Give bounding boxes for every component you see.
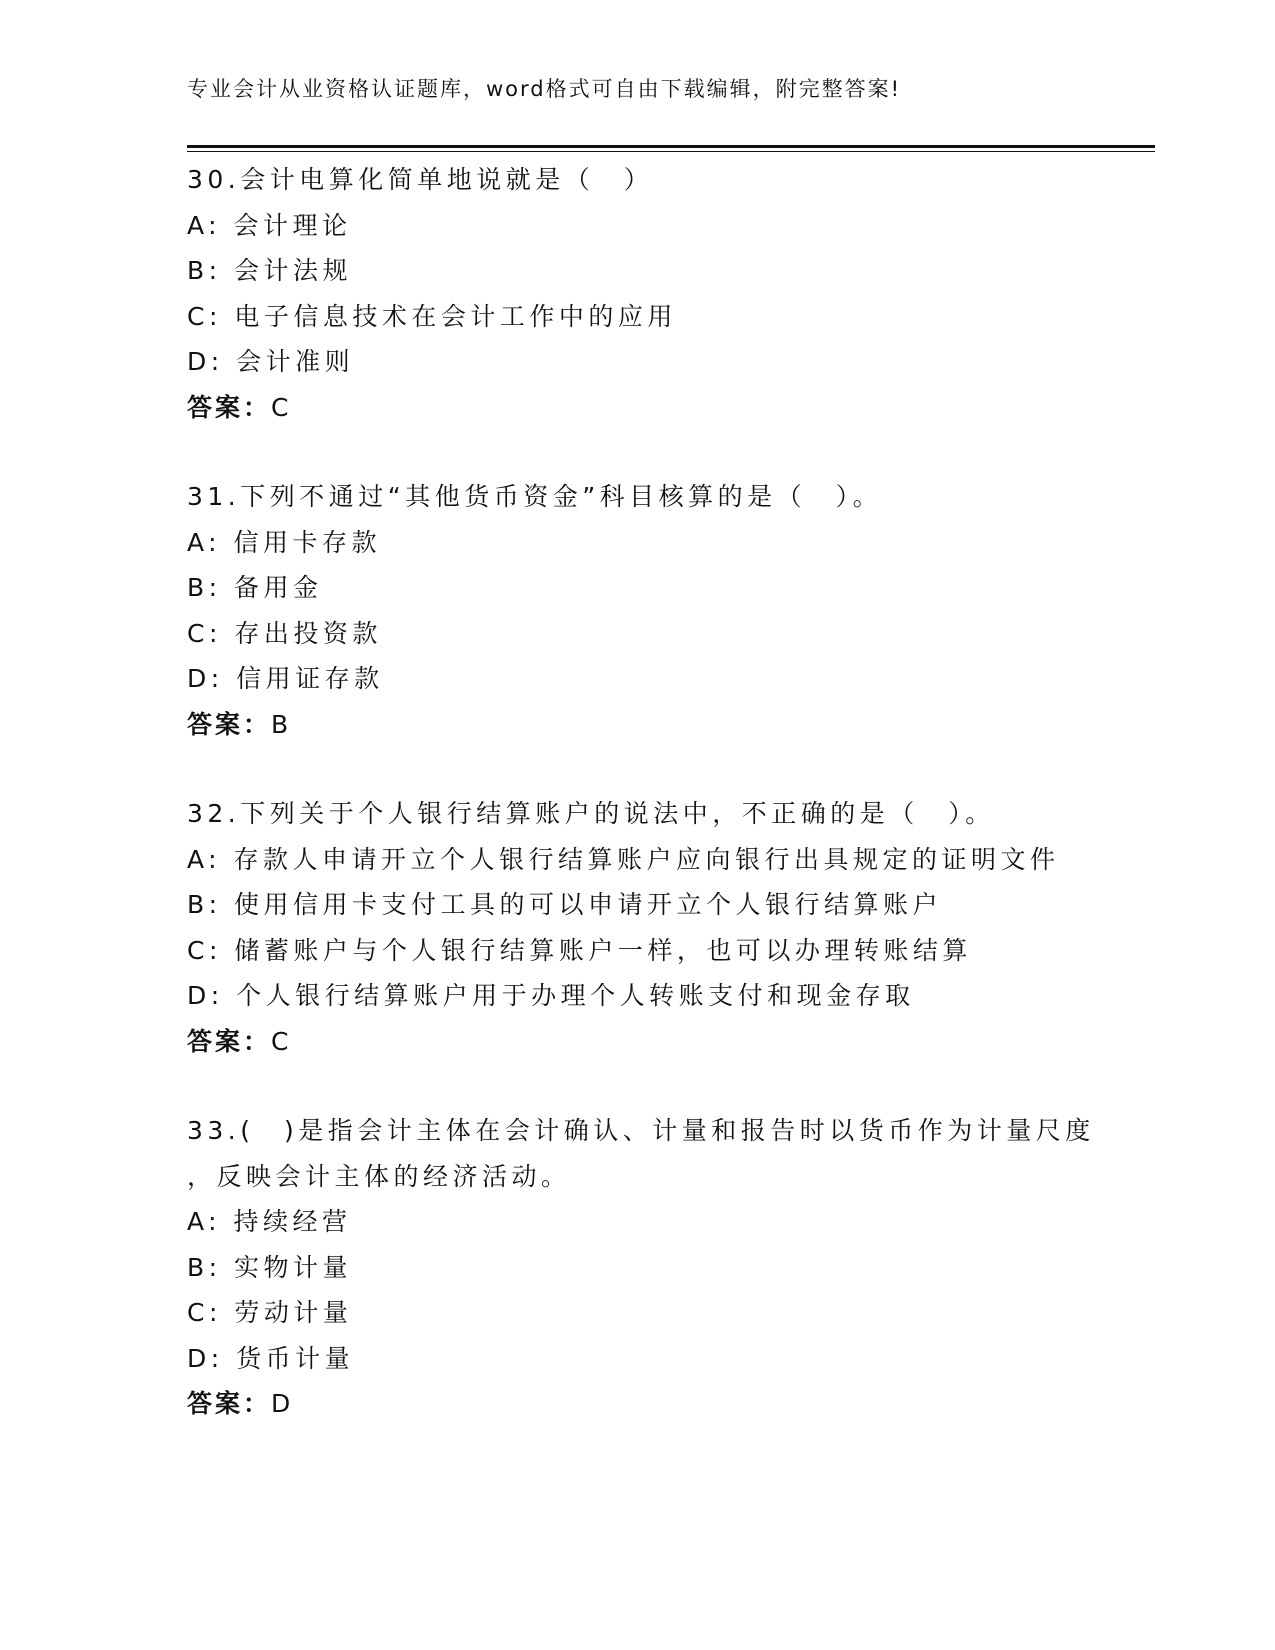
answer-value: B bbox=[271, 709, 290, 739]
answer-line bbox=[187, 1381, 1147, 1427]
option-b: B: 备用金 bbox=[187, 573, 323, 602]
option-b: B: 使用信用卡支付工具的可以申请开立个人银行结算账户 bbox=[187, 890, 943, 919]
answer-label: 答案： bbox=[187, 709, 272, 739]
answer-line bbox=[187, 1019, 1147, 1065]
question-stem: 31.下列不通过“其他货币资金”科目核算的是（ ）。 bbox=[187, 482, 883, 511]
question-stem-line-2: ，反映会计主体的经济活动。 bbox=[187, 1161, 571, 1191]
answer-value: C bbox=[271, 392, 290, 422]
option-a: A: 信用卡存款 bbox=[187, 527, 382, 557]
answer-label: 答案： bbox=[187, 1026, 272, 1056]
option-a: A: 存款人申请开立个人银行结算账户应向银行出具规定的证明文件 bbox=[187, 844, 1060, 874]
option-c: C: 电子信息技术在会计工作中的应用 bbox=[187, 301, 677, 331]
option-d: D: 信用证存款 bbox=[187, 664, 384, 693]
option-d: D: 货币计量 bbox=[187, 1343, 355, 1373]
option-d: D: 个人银行结算账户用于办理个人转账支付和现金存取 bbox=[187, 981, 915, 1010]
question-32 bbox=[187, 791, 1147, 1064]
option-d: D: 会计准则 bbox=[187, 347, 355, 376]
option-c: C: 存出投资款 bbox=[187, 618, 382, 648]
header-divider bbox=[187, 145, 1155, 152]
question-33 bbox=[187, 1108, 1147, 1427]
option-b: B: 实物计量 bbox=[187, 1252, 353, 1282]
option-b: B: 会计法规 bbox=[187, 256, 353, 285]
answer-value: D bbox=[271, 1389, 292, 1418]
option-a: A: 会计理论 bbox=[187, 210, 352, 240]
option-c: C: 储蓄账户与个人银行结算账户一样，也可以办理转账结算 bbox=[187, 935, 972, 965]
question-30 bbox=[187, 157, 1147, 430]
answer-value: C bbox=[271, 1026, 290, 1056]
page-header: 专业会计从业资格认证题库，word格式可自由下载编辑，附完整答案! bbox=[187, 77, 902, 101]
option-a: A: 持续经营 bbox=[187, 1207, 352, 1236]
question-stem: 30.会计电算化简单地说就是（ ） bbox=[187, 165, 654, 194]
answer-label: 答案： bbox=[187, 392, 272, 422]
question-list bbox=[187, 157, 1147, 1471]
answer-line bbox=[187, 702, 1147, 748]
question-31 bbox=[187, 474, 1147, 747]
answer-label: 答案： bbox=[187, 1389, 272, 1418]
option-c: C: 劳动计量 bbox=[187, 1298, 353, 1327]
question-stem-line-1: 33.( )是指会计主体在会计确认、计量和报告时以货币作为计量尺度 bbox=[187, 1116, 1095, 1145]
answer-line bbox=[187, 385, 1147, 431]
question-stem: 32.下列关于个人银行结算账户的说法中，不正确的是（ ）。 bbox=[187, 799, 995, 828]
